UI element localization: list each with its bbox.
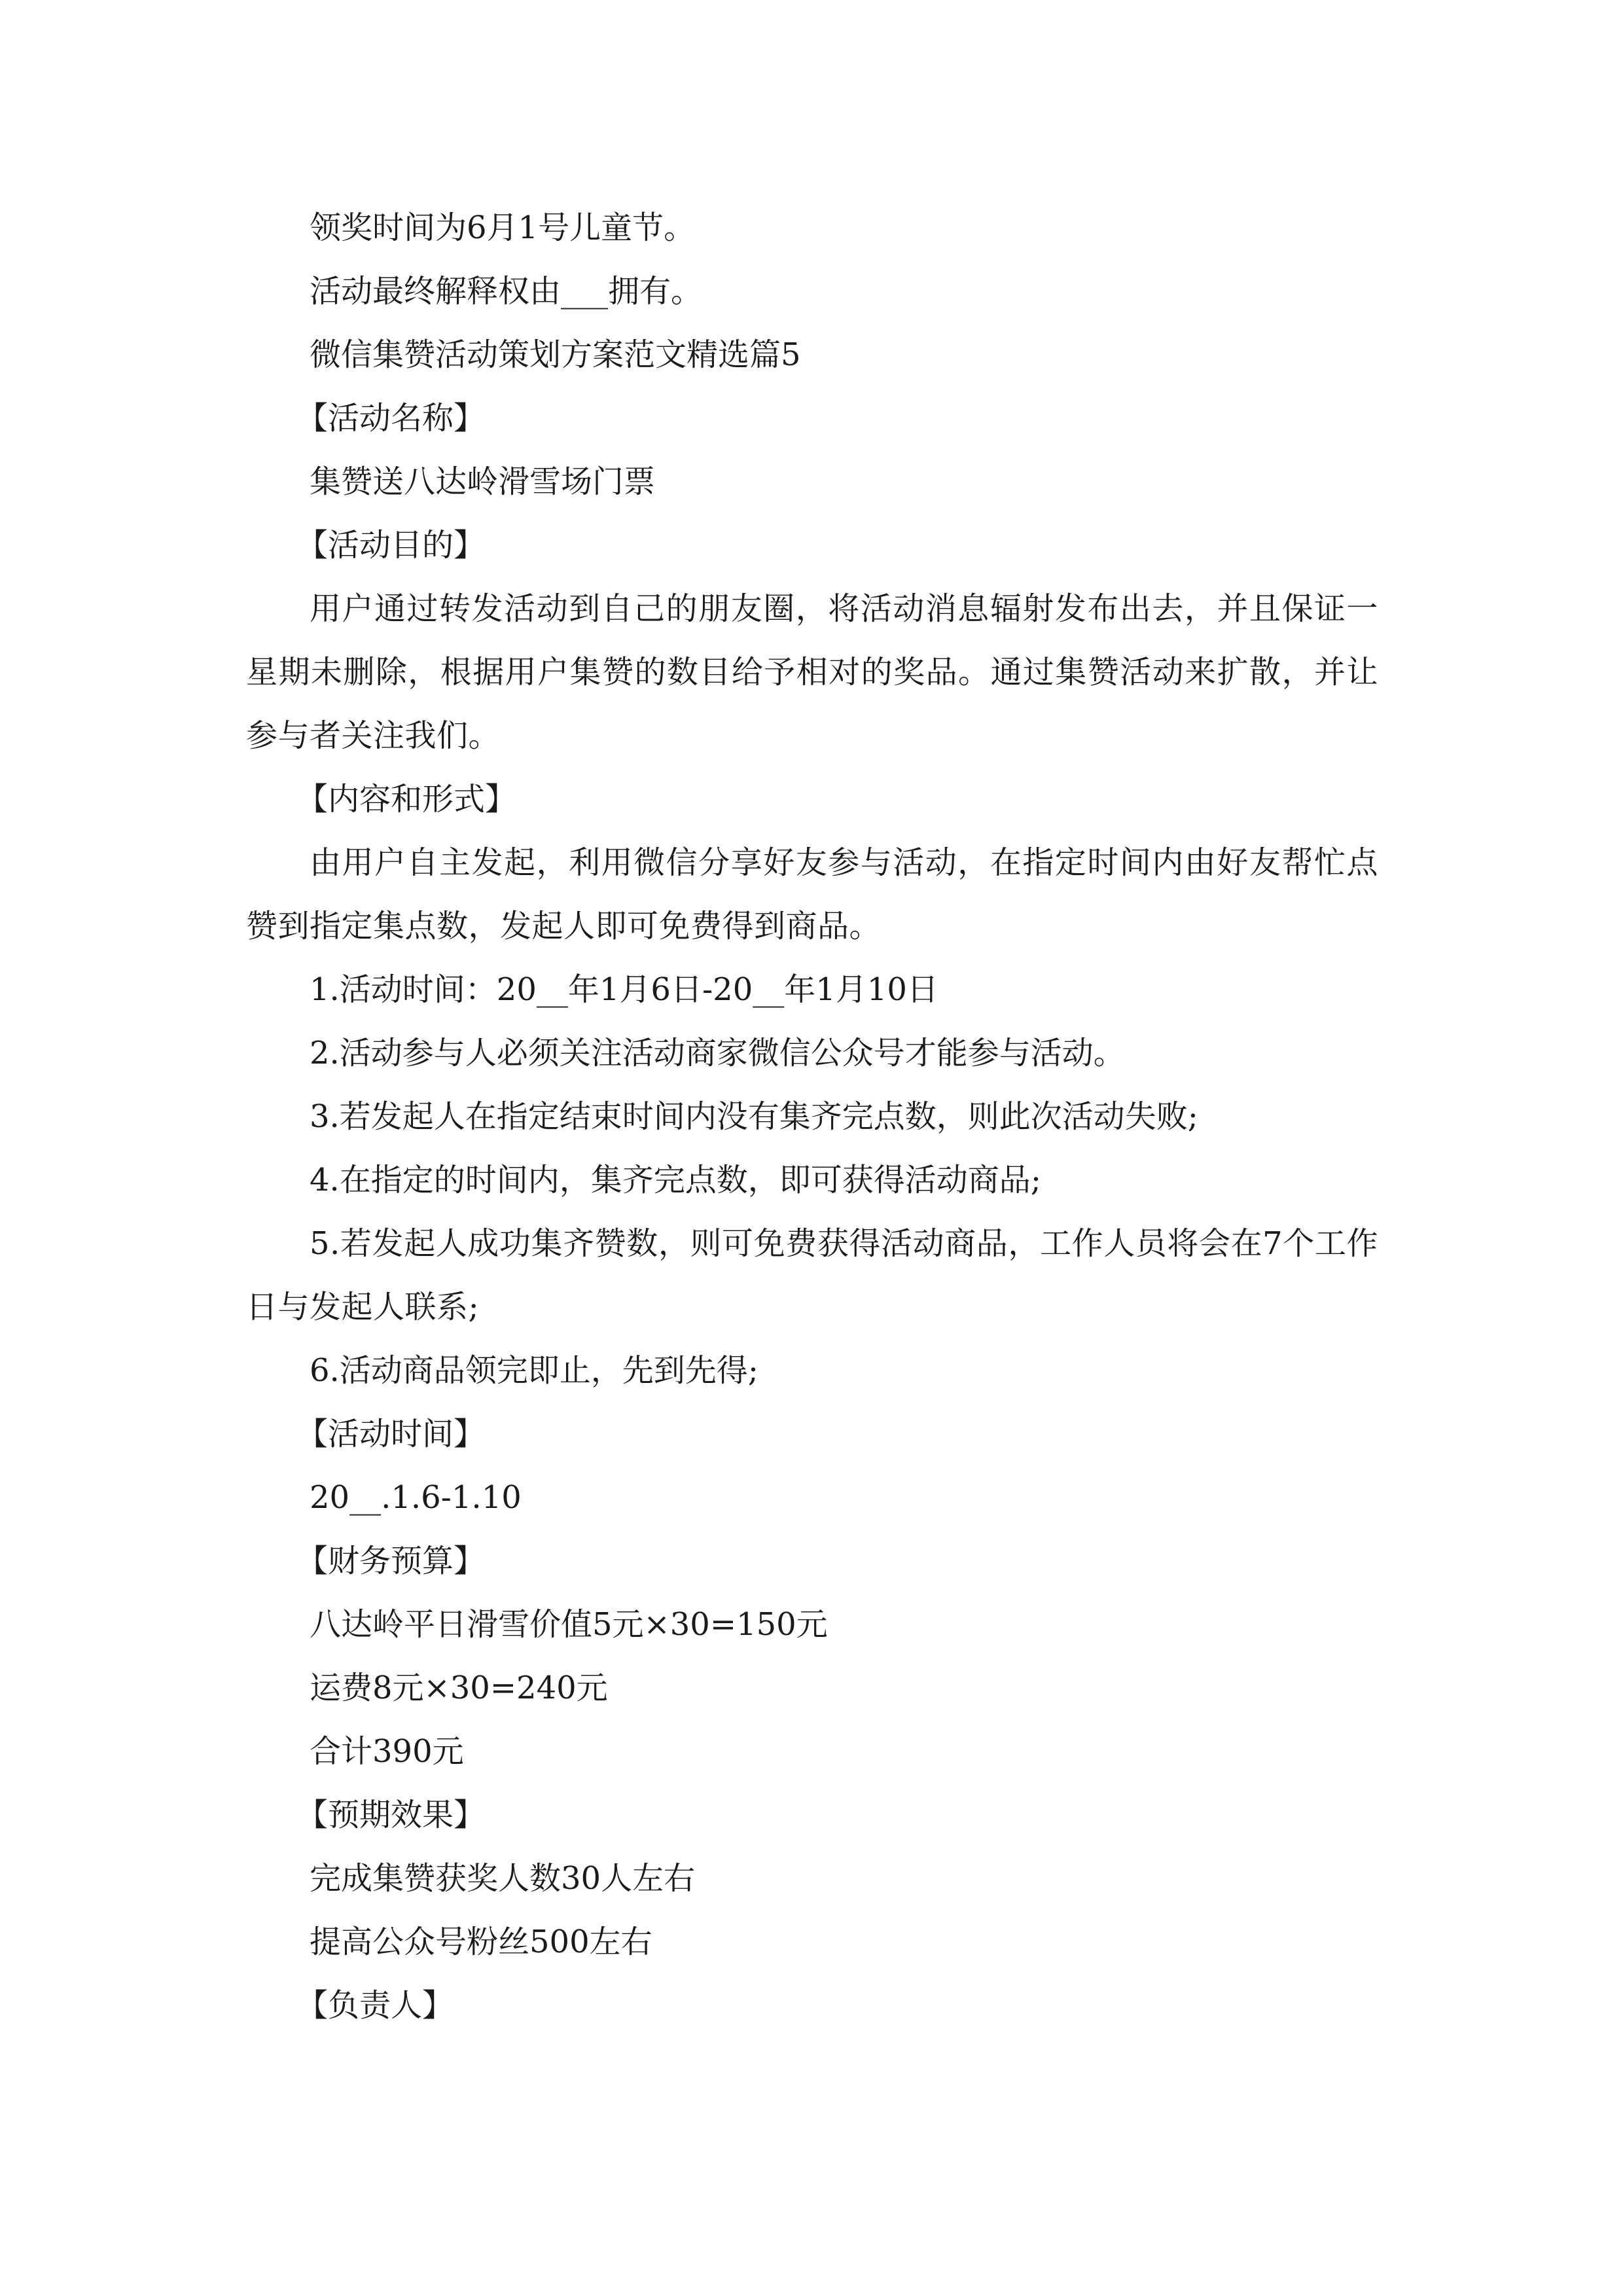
interpretation-rights-line: 活动最终解释权由___拥有。	[310, 273, 703, 310]
effect-line-1: 完成集赞获奖人数30人左右	[310, 1860, 696, 1897]
list-item-2: 2.活动参与人必须关注活动商家微信公众号才能参与活动。	[310, 1035, 1125, 1071]
budget-line-2: 运费8元×30=240元	[310, 1670, 608, 1706]
section-title: 微信集赞活动策划方案范文精选篇5	[310, 336, 801, 373]
content-form-text: 由用户自主发起，利用微信分享好友参与活动，在指定时间内由好友帮忙点赞到指定集点数，发起人即可免费得到商品。	[246, 844, 1378, 944]
list-item-4: 4.在指定的时间内，集齐完点数，即可获得活动商品;	[310, 1162, 1041, 1198]
heading-content-form: 【内容和形式】	[296, 781, 517, 817]
list-item-1: 1.活动时间：20__年1月6日-20__年1月10日	[310, 971, 938, 1008]
heading-expected-effect: 【预期效果】	[296, 1797, 486, 1833]
effect-line-2: 提高公众号粉丝500左右	[310, 1924, 652, 1960]
heading-activity-purpose: 【活动目的】	[296, 527, 486, 564]
award-time-line: 领奖时间为6月1号儿童节。	[310, 209, 696, 246]
list-item-6: 6.活动商品领完即止，先到先得;	[310, 1352, 758, 1389]
list-item-3: 3.若发起人在指定结束时间内没有集齐完点数，则此次活动失败;	[310, 1098, 1198, 1135]
activity-time-text: 20__.1.6-1.10	[310, 1479, 522, 1516]
document-body	[246, 196, 1378, 2037]
activity-name-text: 集赞送八达岭滑雪场门票	[310, 463, 656, 500]
heading-owner: 【负责人】	[296, 1987, 454, 2024]
heading-activity-time: 【活动时间】	[296, 1416, 486, 1452]
heading-budget: 【财务预算】	[296, 1543, 486, 1579]
budget-line-1: 八达岭平日滑雪价值5元×30=150元	[310, 1606, 828, 1643]
activity-purpose-text: 用户通过转发活动到自己的朋友圈，将活动消息辐射发布出去，并且保证一星期未删除，根据用户集赞的数目给予相对的奖品。通过集赞活动来扩散，并让参与者关注我们。	[246, 590, 1378, 754]
budget-total: 合计390元	[310, 1733, 464, 1770]
heading-activity-name: 【活动名称】	[296, 400, 486, 437]
list-item-5: 5.若发起人成功集齐赞数，则可免费获得活动商品，工作人员将会在7个工作日与发起人联系;	[246, 1225, 1378, 1325]
